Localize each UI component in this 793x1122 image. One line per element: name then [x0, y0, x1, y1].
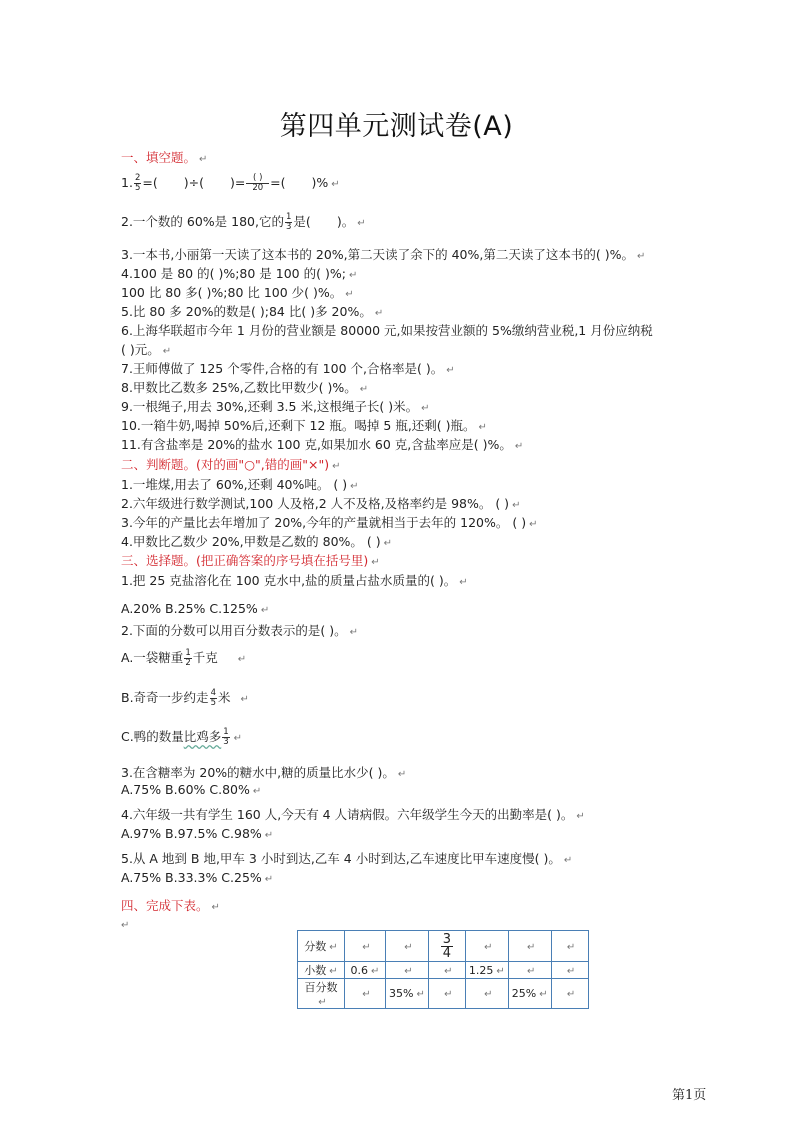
- table-cell[interactable]: ↵: [428, 962, 465, 979]
- row-label-percent: 百分数↵: [298, 979, 345, 1009]
- question-3-2-option-c: C.鸭的数量比鸡多 $\frac{1}{3}$ ↵: [121, 727, 243, 747]
- question-3-4-options: A.97% B.97.5% C.98% ↵: [121, 826, 274, 841]
- question-1-1: 1. $\frac{2}{5}$ =( )÷( )= $\frac{( )}{20}$ =( )% ↵: [121, 173, 340, 193]
- table-cell: 25% ↵: [508, 979, 551, 1009]
- question-2-1: 1.一堆煤,用去了 60%,还剩 40%吨。 ( ) ↵: [121, 477, 359, 492]
- table-cell[interactable]: ↵: [551, 979, 588, 1009]
- question-3-2: 2.下面的分数可以用百分数表示的是( )。 ↵: [121, 623, 359, 638]
- question-3-1: 1.把 25 克盐溶化在 100 克水中,盐的质量占盐水质量的( )。 ↵: [121, 573, 468, 588]
- table-row: [298, 979, 589, 1009]
- question-1-9: 9.一根绳子,用去 30%,还剩 3.5 米,这根绳子长( )米。 ↵: [121, 399, 430, 414]
- fraction: $\frac{3}{4}$: [442, 931, 451, 961]
- question-3-3: 3.在含糖率为 20%的糖水中,糖的质量比水少( )。 ↵: [121, 765, 407, 780]
- question-1-7: 7.王师傅做了 125 个零件,合格的有 100 个,合格率是( )。 ↵: [121, 361, 455, 376]
- section-2-heading: 二、判断题。(对的画"○",错的画"×") ↵: [121, 457, 341, 472]
- fraction: $\frac{1}{2}$: [185, 648, 191, 668]
- table-cell[interactable]: ↵: [345, 979, 386, 1009]
- fraction: $\frac{4}{5}$: [210, 688, 216, 708]
- question-1-5: 5.比 80 多 20%的数是( );84 比( )多 20%。 ↵: [121, 304, 384, 319]
- table-row: [298, 962, 589, 979]
- table-cell[interactable]: ↵: [551, 962, 588, 979]
- question-1-4a: 4.100 是 80 的( )%;80 是 100 的( )%; ↵: [121, 266, 358, 281]
- fraction: $\frac{2}{5}$: [134, 173, 141, 193]
- table-cell[interactable]: ↵: [465, 979, 508, 1009]
- question-1-11: 11.有含盐率是 20%的盐水 100 克,如果加水 60 克,含盐率应是( )%。 ↵: [121, 437, 524, 452]
- fraction: $\frac{1}{3}$: [223, 727, 229, 747]
- table-cell[interactable]: ↵: [465, 931, 508, 962]
- table-row: [298, 931, 589, 962]
- section-3-heading: 三、选择题。(把正确答案的序号填在括号里) ↵: [121, 553, 380, 568]
- question-3-2-option-b: B.奇奇一步约走 $\frac{4}{5}$ 米 ↵: [121, 688, 249, 708]
- section-1-heading: 一、填空题。 ↵: [121, 150, 208, 165]
- page-number: 第1页: [672, 1088, 707, 1103]
- question-1-3: 3.一本书,小丽第一天读了这本书的 20%,第二天读了余下的 40%,第二天读了这本书的( )%。 ↵: [121, 247, 646, 262]
- table-cell[interactable]: ↵: [428, 979, 465, 1009]
- question-3-5: 5.从 A 地到 B 地,甲车 3 小时到达,乙车 4 小时到达,乙车速度比甲车速度慢( )。 ↵: [121, 851, 573, 866]
- section-4-heading: 四、完成下表。 ↵: [121, 898, 220, 913]
- table-cell: 0.6 ↵: [345, 962, 386, 979]
- row-label-fraction: 分数 ↵: [298, 931, 345, 962]
- table-cell: 1.25 ↵: [465, 962, 508, 979]
- fraction: $\frac{1}{3}$: [286, 212, 292, 232]
- question-3-3-options: A.75% B.60% C.80% ↵: [121, 782, 262, 797]
- question-3-2-option-a: A.一袋糖重 $\frac{1}{2}$ 千克 ↵: [121, 648, 247, 668]
- table-cell[interactable]: ↵: [345, 931, 386, 962]
- table-cell[interactable]: ↵: [551, 931, 588, 962]
- question-2-2: 2.六年级进行数学测试,100 人及格,2 人不及格,及格率约是 98%。 ( ) ↵: [121, 496, 521, 511]
- question-3-4: 4.六年级一共有学生 160 人,今天有 4 人请病假。六年级学生今天的出勤率是( )。 ↵: [121, 807, 585, 822]
- question-3-5-options: A.75% B.33.3% C.25% ↵: [121, 870, 274, 885]
- table-cell[interactable]: ↵: [386, 962, 429, 979]
- paragraph-mark: ↵: [121, 920, 130, 931]
- question-1-2: 2.一个数的 60%是 180,它的 $\frac{1}{3}$ 是( )。 ↵: [121, 212, 366, 232]
- table-cell[interactable]: ↵: [386, 931, 429, 962]
- fraction: $\frac{( )}{20}$: [246, 174, 269, 193]
- question-1-6a: 6.上海华联超市今年 1 月份的营业额是 80000 元,如果按营业额的 5%缴纳营业税,1 月份应纳税: [121, 323, 653, 338]
- page-title: 第四单元测试卷(A): [279, 111, 514, 142]
- question-1-6b: ( )元。 ↵: [121, 342, 172, 357]
- question-1-8: 8.甲数比乙数多 25%,乙数比甲数少( )%。 ↵: [121, 380, 369, 395]
- table-cell: [428, 931, 465, 962]
- question-2-4: 4.甲数比乙数少 20%,甲数是乙数的 80%。 ( ) ↵: [121, 534, 393, 549]
- conversion-table: [297, 930, 589, 1009]
- question-1-4b: 100 比 80 多( )%;80 比 100 少( )%。 ↵: [121, 285, 354, 300]
- table-cell: 35% ↵: [386, 979, 429, 1009]
- question-3-1-options: A.20% B.25% C.125% ↵: [121, 601, 270, 616]
- question-2-3: 3.今年的产量比去年增加了 20%,今年的产量就相当于去年的 120%。 ( ) ↵: [121, 515, 538, 530]
- table-cell[interactable]: ↵: [508, 962, 551, 979]
- row-label-decimal: 小数 ↵: [298, 962, 345, 979]
- table-cell[interactable]: ↵: [508, 931, 551, 962]
- question-1-10: 10.一箱牛奶,喝掉 50%后,还剩下 12 瓶。喝掉 5 瓶,还剩( )瓶。 ↵: [121, 418, 487, 433]
